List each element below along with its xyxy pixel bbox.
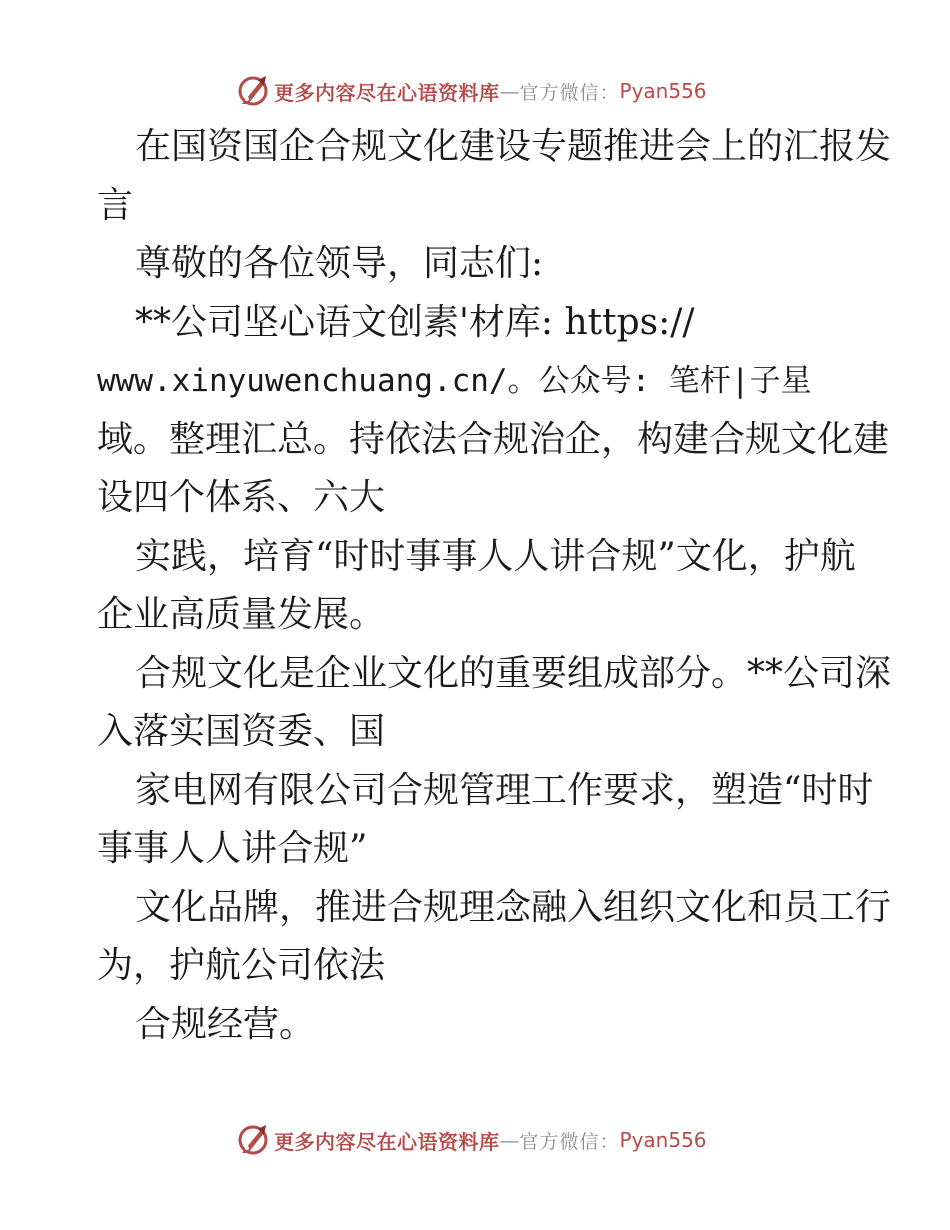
watermark-dash: — xyxy=(499,79,520,103)
paragraph-line: 合规经营。 xyxy=(135,1003,316,1045)
paragraph-line: 文化品牌，推进合规理念融入组织文化和员工行 xyxy=(135,886,892,928)
paragraph-line: 实践，培育“时时事事人人讲合规”文化，护航 xyxy=(135,535,856,577)
quill-pen-icon xyxy=(236,1123,270,1157)
watermark-wechat-id: Pyan556 xyxy=(619,1128,707,1152)
footer-watermark-banner xyxy=(236,1123,707,1157)
quill-pen-icon xyxy=(236,74,270,108)
paragraph-line: 入落实国资委、国 xyxy=(97,711,386,752)
paragraph-line: 合规文化是企业文化的重要组成部分。**公司深 xyxy=(135,652,892,694)
paragraph-line: 家电网有限公司合规管理工作要求，塑造“时时 xyxy=(135,769,874,811)
paragraph-line: 设四个体系、六大 xyxy=(97,477,386,518)
watermark-wechat-id: Pyan556 xyxy=(619,79,707,103)
document-body xyxy=(97,118,892,1054)
watermark-wechat-label: 官方微信： xyxy=(519,81,620,104)
paragraph-line: 企业高质量发展。 xyxy=(97,594,386,635)
watermark-brand-text: 更多内容尽在心语资料库 xyxy=(274,80,500,105)
document-title-line-1: 在国资国企合规文化建设专题推进会上的汇报发 xyxy=(135,126,892,167)
header-watermark-banner xyxy=(236,74,707,108)
watermark-dash: — xyxy=(499,1128,520,1152)
watermark-wechat-label: 官方微信： xyxy=(519,1130,620,1153)
paragraph-line: 为，护航公司依法 xyxy=(97,945,386,986)
paragraph-line: 域。整理汇总。持依法合规治企，构建合规文化建 xyxy=(97,418,890,460)
paragraph-line: www.xinyuwenchuang.cn/。公众号: 笔杆|子星 xyxy=(97,363,812,399)
watermark-brand-text: 更多内容尽在心语资料库 xyxy=(274,1129,500,1154)
paragraph-line: 事事人人讲合规” xyxy=(97,828,368,869)
paragraph-line: **公司坚心语文创素'材库: https:// xyxy=(135,301,695,343)
document-title-line-2: 言 xyxy=(97,184,134,226)
salutation-line: 尊敬的各位领导，同志们: xyxy=(135,243,544,284)
